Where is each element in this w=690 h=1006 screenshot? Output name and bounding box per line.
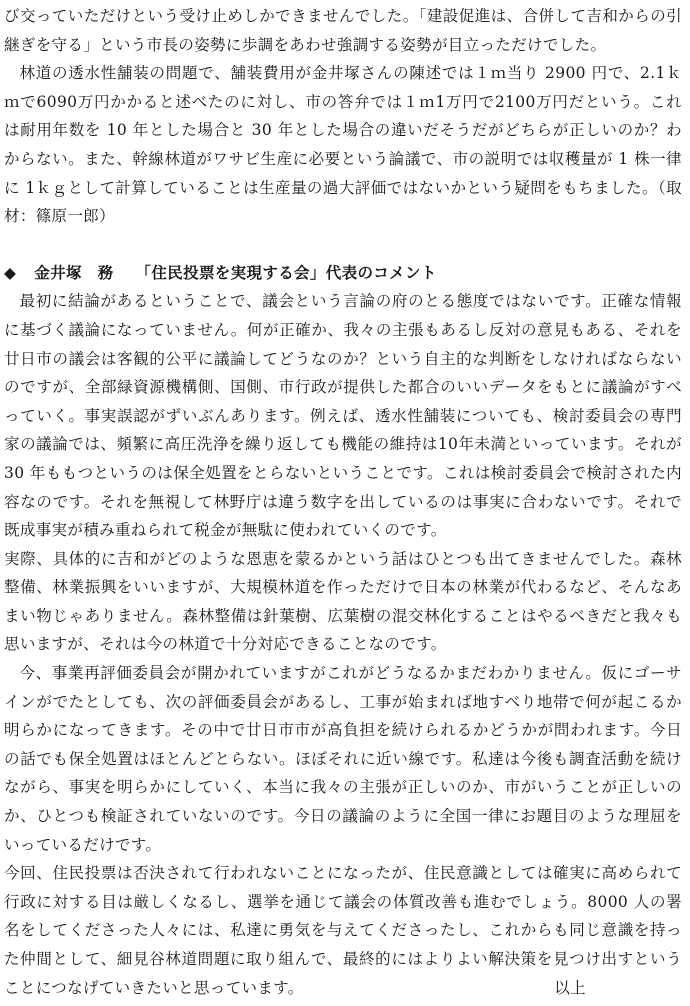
closing-mark: 以上 bbox=[554, 978, 586, 997]
comment-paragraph-4 bbox=[4, 859, 682, 1002]
section-spacer bbox=[4, 231, 682, 259]
comment-paragraph-3: 今、事業再評価委員会が開かれていますがこれがどうなるかまだわかりません。仮にゴーサインがでたとしても、次の評価委員会があるし、工事が始まれば地すべり地帯で何が起こるか明らかになってきます。その中で廿日市市が高負担を続けられるかどうかが問われます。今日の話でも保全処置はほとんどとらない。ほぼそれに近い線です。私達は今後も調査活動を続けながら、事実を明らかにしていく、本当に我々の主張が正しいのか、市がいうことが正しいのか、ひとつも検証されていないのです。今日の議論のように全国一律にお題目のような理屈をいっているだけです。 bbox=[4, 664, 682, 854]
article1-paragraph-1: び交っていただけという受け止めしかできませんでした。「建設促進は、合併して吉和からの引継ぎを守る」という市長の姿勢に歩調をあわせ強調する姿勢が目立っただけでした。 bbox=[4, 7, 682, 54]
comment-paragraph-2: 実際、具体的に吉和がどのような恩恵を蒙るかという話はひとつも出てきませんでした。森林整備、林業振興をいいますが、大規模林道を作っただけで日本の林業が代わるなど、そんなあまい物じゃありません。森林整備は針葉樹、広葉樹の混交林化することはやるべきだと我々も思いますが、それは今の林道で十分対応できることなのです。 bbox=[4, 549, 682, 654]
comment-paragraph-1: 最初に結論があるということで、議会という言論の府のとる態度ではないです。正確な情報に基づく議論になっていません。何が正確か、我々の主張もあるし反対の意見もある、それを廿日市の議会は客観的公平に議論してどうなのか？という自主的な判断をしなければならないのですが、全部緑資源機構側、国側、市行政が提供した都合のいいデータをもとに議論がすべっていく。事実誤認がずいぶんあります。例えば、透水性舗装についても、検討委員会の専門家の議論では、頻繁に高圧洗浄を繰り返しても機能の維持は10年未満といっています。それが 30 年ももつというのは保全処置をとらないということです。これは検討委員会で検討された内容なのです。それを無視して林野庁は違う数字を出しているのは事実に合わないです。それで既成事実が積み重ねられて税金が無駄に使われていくのです。 bbox=[4, 292, 682, 540]
commenter-title: 「住民投票を実現する会」代表のコメント bbox=[135, 262, 437, 282]
comment-heading bbox=[4, 259, 682, 288]
diamond-bullet-icon: ◆ bbox=[4, 262, 17, 282]
article1-paragraph-2: 林道の透水性舗装の問題で、舗装費用が金井塚さんの陳述では１ｍ当り 2900 円で、2.1ｋｍで6090万円かかると述べたのに対し、市の答弁では１ｍ1万円で2100万円だという。これは耐用年数を 10 年とした場合と 30 年とした場合の違いだそうだがどちらが正しいのか？わからない。また、幹線林道がワサビ生産に必要という論議で、市の説明では収穫量が 1 株一律に 1ｋｇとして計算していることは生産量の過大評価ではないかという疑問をもちました。（取材：篠原一郎） bbox=[4, 64, 682, 226]
comment-paragraph-4-text: 今回、住民投票は否決されて行われないことになったが、住民意識としては確実に高められて行政に対する目は厳しくなるし、選挙を通じて議会の体質改善も進むでしょう。8000 人の署名をしてくださった人々には、私達に勇気を与えてくださったし、これからも同じ意識を持った仲間として、細見谷林道問題に取り組んで、最終的にはよりよい解決策を見つけ出すということにつなげていきたいと思っています。 bbox=[4, 864, 682, 997]
commenter-name: 金井塚 務 bbox=[34, 262, 114, 282]
